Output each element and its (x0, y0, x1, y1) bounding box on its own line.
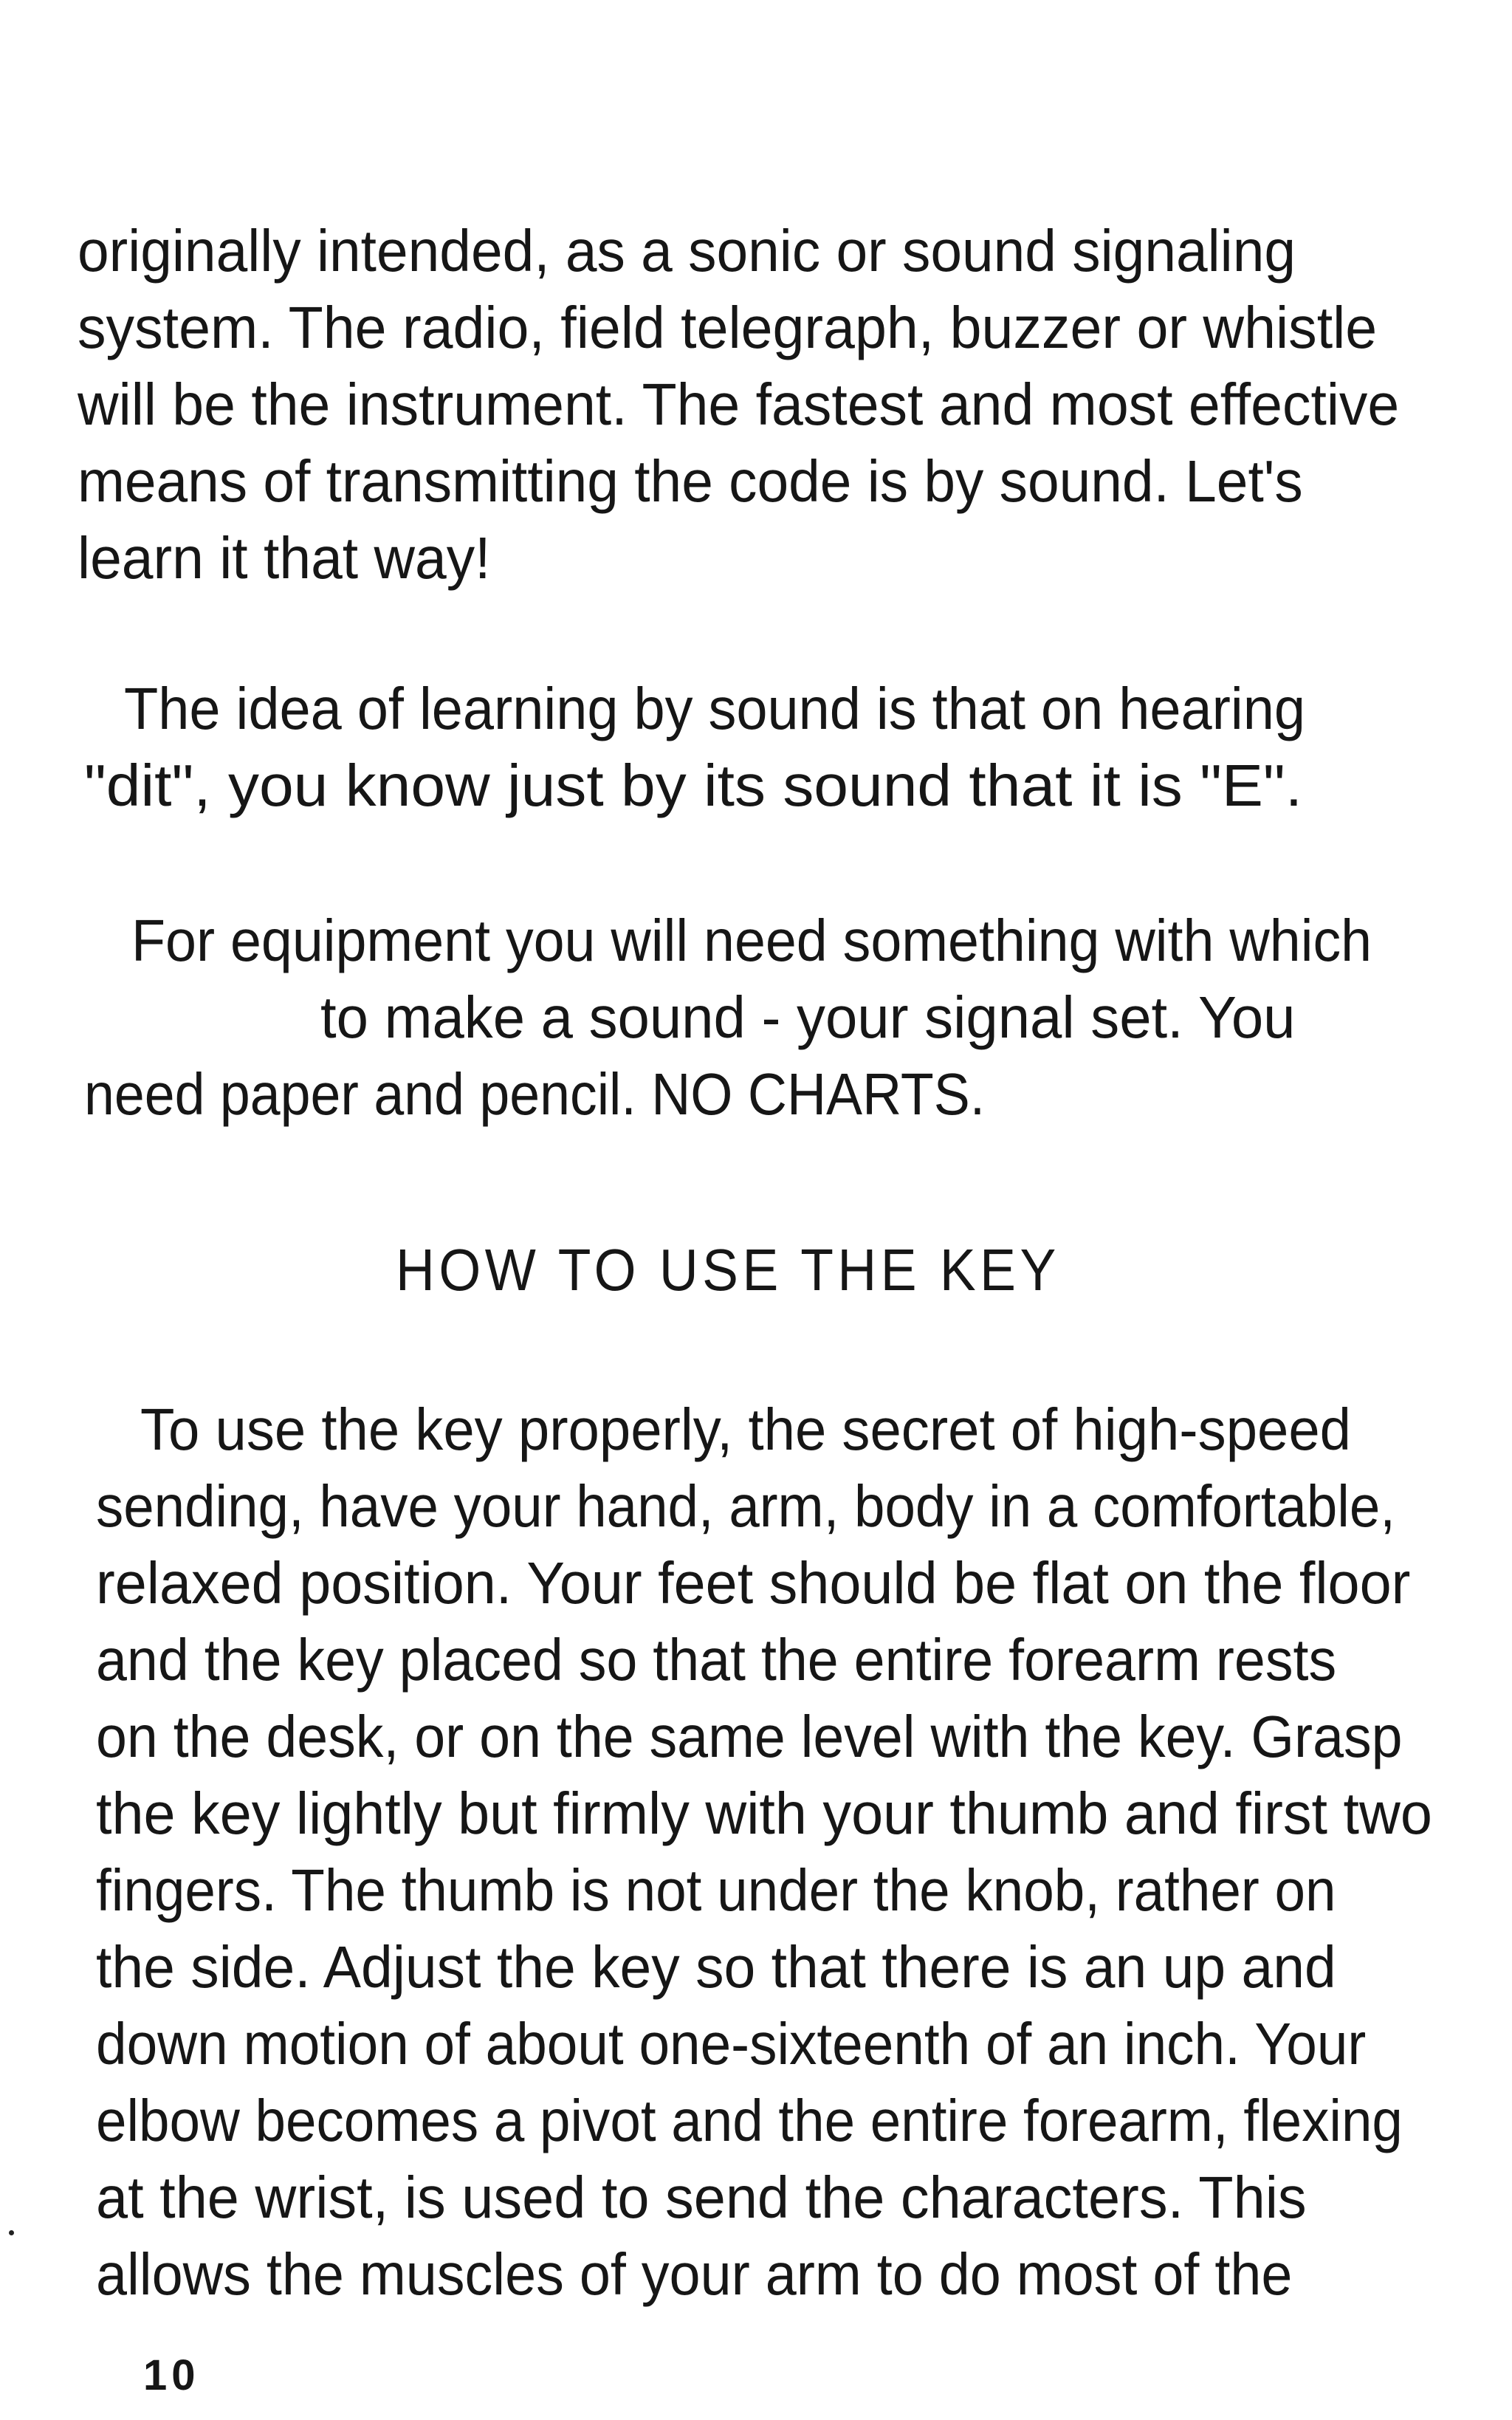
section-heading: HOW TO USE THE KEY (396, 1237, 1060, 1303)
text-line: originally intended, as a sonic or sound signaling (78, 218, 1296, 284)
text-line: learn it that way! (78, 525, 491, 591)
text-line: elbow becomes a pivot and the entire forearm, flexing (96, 2088, 1403, 2153)
text-line: down motion of about one-sixteenth of an inch. Your (96, 2011, 1367, 2077)
text-line: to make a sound - your signal set. You (320, 984, 1296, 1050)
text-line: the side. Adjust the key so that there is an up and (96, 1934, 1336, 2000)
text-line: The idea of learning by sound is that on hearing (124, 676, 1305, 741)
text-line: "dit", you know just by its sound that it is "E". (84, 753, 1303, 818)
text-line: sending, have your hand, arm, body in a comfortable, (96, 1473, 1395, 1539)
text-line: will be the instrument. The fastest and most effective (78, 371, 1400, 437)
text-line: To use the key properly, the secret of high-speed (140, 1396, 1351, 1462)
scan-speck (9, 2230, 14, 2235)
text-line: system. The radio, field telegraph, buzzer or whistle (78, 295, 1378, 360)
page-number: 10 (143, 2351, 200, 2399)
text-line: allows the muscles of your arm to do most of the (96, 2241, 1293, 2307)
text-line: relaxed position. Your feet should be flat on the floor (96, 1550, 1411, 1616)
text-line: need paper and pencil. NO CHARTS. (84, 1061, 986, 1127)
text-line: the key lightly but firmly with your thumb and first two (96, 1780, 1432, 1846)
text-line: at the wrist, is used to send the characters. This (96, 2164, 1307, 2230)
text-line: For equipment you will need something with which (131, 908, 1372, 973)
text-line: on the desk, or on the same level with the key. Grasp (96, 1704, 1403, 1769)
text-line: means of transmitting the code is by sound. Let's (78, 448, 1303, 514)
text-line: fingers. The thumb is not under the knob, rather on (96, 1857, 1336, 1923)
text-line: and the key placed so that the entire forearm rests (96, 1627, 1337, 1693)
